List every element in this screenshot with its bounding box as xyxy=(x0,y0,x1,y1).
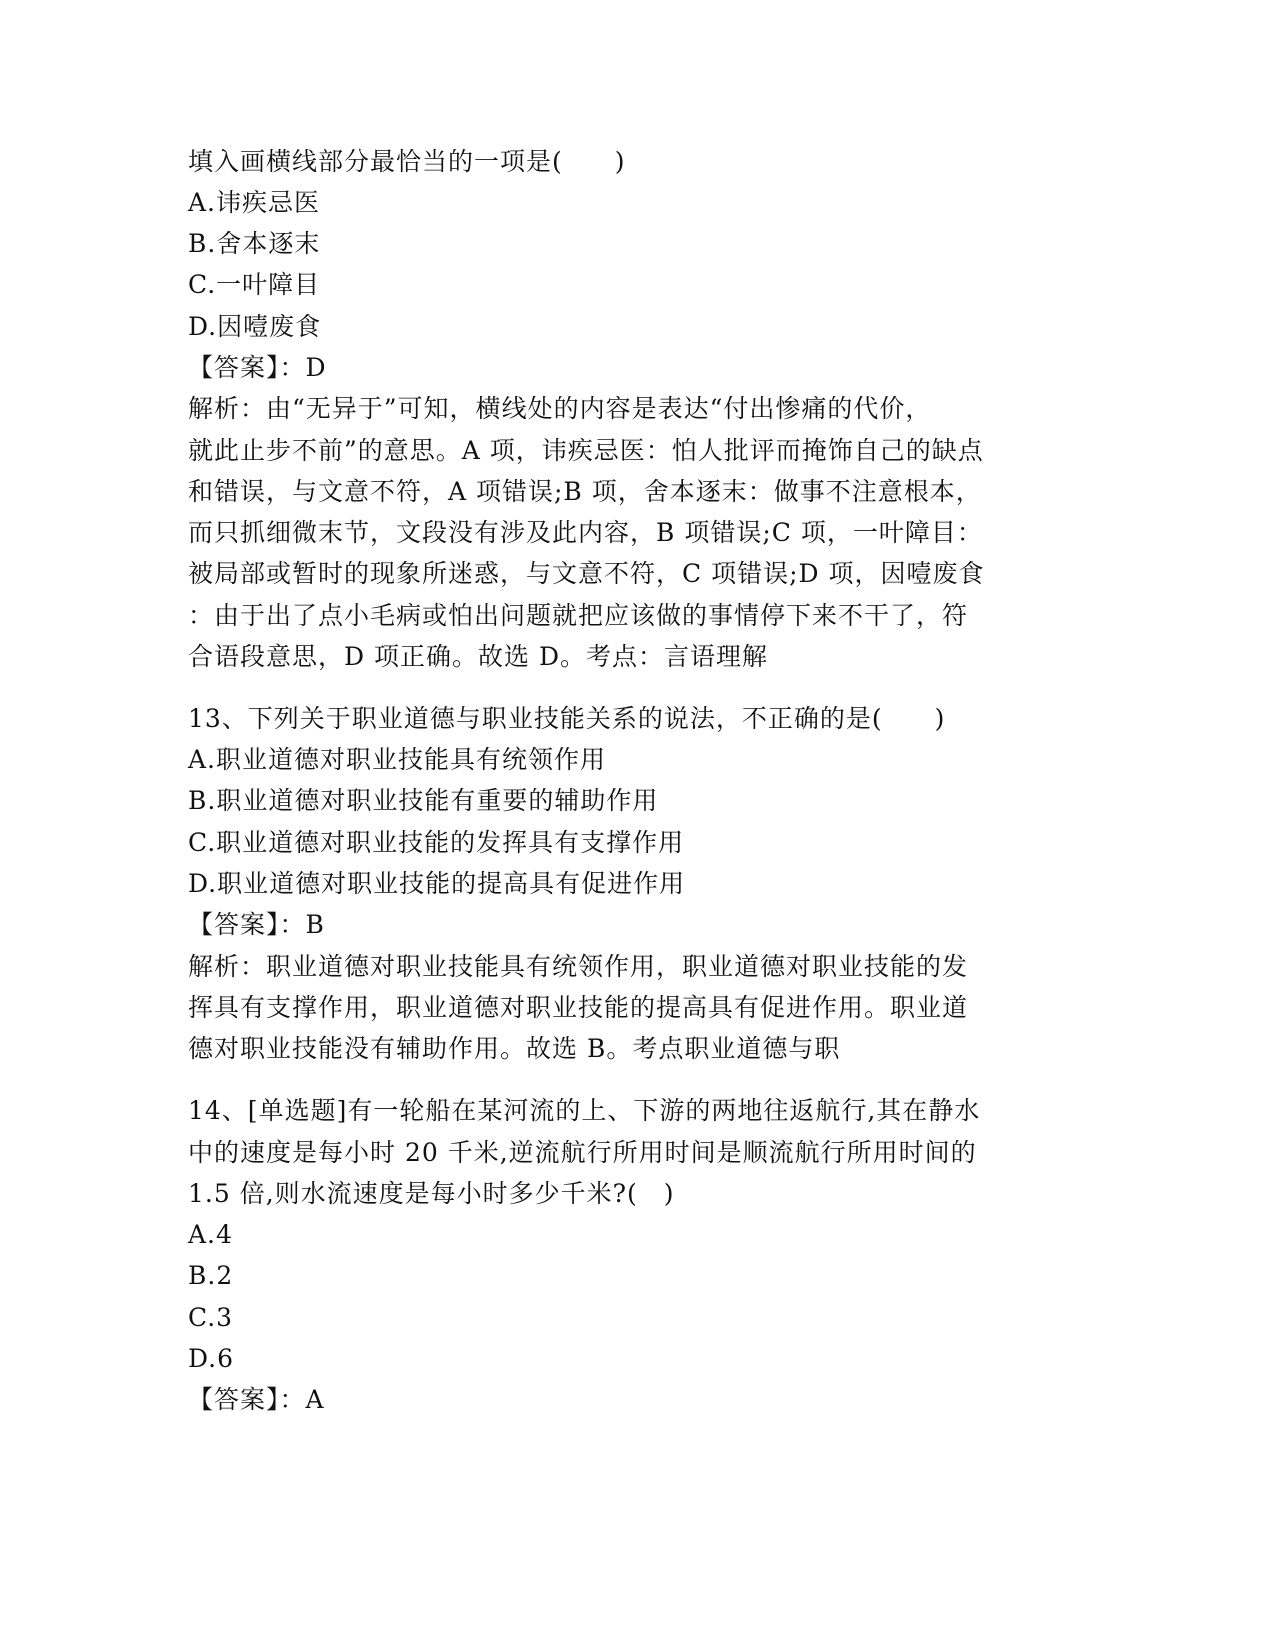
q14-option-c: C.3 xyxy=(188,1303,234,1332)
q13-option-a: A.职业道德对职业技能具有统领作用 xyxy=(188,745,607,774)
q12-analysis-line: 解析：由“无异于”可知，横线处的内容是表达“付出惨痛的代价， xyxy=(188,394,932,423)
q13-option-c: C.职业道德对职业技能的发挥具有支撑作用 xyxy=(188,828,685,857)
q13-answer: 【答案】：B xyxy=(188,910,325,939)
q14-stem-line: 1.5 倍,则水流速度是每小时多少千米?( ) xyxy=(188,1179,675,1208)
q12-option-a: A.讳疾忌医 xyxy=(188,188,321,217)
q12-analysis-line: 和错误，与文意不符，A 项错误;B 项，舍本逐末：做事不注意根本， xyxy=(188,477,982,506)
q12-analysis-line: 合语段意思，D 项正确。故选 D。考点：言语理解 xyxy=(188,642,768,671)
q14-answer: 【答案】：A xyxy=(188,1385,325,1414)
q14-option-b: B.2 xyxy=(188,1261,234,1290)
q13-analysis-line: 解析：职业道德对职业技能具有统领作用，职业道德对职业技能的发 xyxy=(188,952,969,981)
q12-option-b: B.舍本逐末 xyxy=(188,229,321,258)
q12-option-c: C.一叶障目 xyxy=(188,270,321,299)
q14-option-a: A.4 xyxy=(188,1220,233,1249)
q12-analysis-line: 而只抓细微末节，文段没有涉及此内容，B 项错误;C 项，一叶障目： xyxy=(188,518,983,547)
q13-analysis-line: 德对职业技能没有辅助作用。故选 B。考点职业道德与职 xyxy=(188,1034,841,1063)
q12-analysis-line: ：由于出了点小毛病或怕出问题就把应该做的事情停下来不干了，符 xyxy=(188,601,969,630)
q12-option-d: D.因噎废食 xyxy=(188,312,322,341)
q12-answer: 【答案】：D xyxy=(188,353,327,382)
q12-stem-tail: 填入画横线部分最恰当的一项是( ) xyxy=(188,147,626,176)
q13-analysis-line: 挥具有支撑作用，职业道德对职业技能的提高具有促进作用。职业道 xyxy=(188,993,969,1022)
q14-stem-line: 中的速度是每小时 20 千米,逆流航行所用时间是顺流航行所用时间的 xyxy=(188,1138,977,1167)
q13-option-b: B.职业道德对职业技能有重要的辅助作用 xyxy=(188,786,659,815)
q13-stem: 13、下列关于职业道德与职业技能关系的说法，不正确的是( ) xyxy=(188,704,946,733)
q13-option-d: D.职业道德对职业技能的提高具有促进作用 xyxy=(188,869,686,898)
q14-option-d: D.6 xyxy=(188,1344,235,1373)
q12-analysis-line: 就此止步不前”的意思。A 项，讳疾忌医：怕人批评而掩饰自己的缺点 xyxy=(188,436,984,465)
q12-analysis-line: 被局部或暂时的现象所迷惑，与文意不符，C 项错误;D 项，因噎废食 xyxy=(188,559,985,588)
q14-stem-line: 14、[单选题]有一轮船在某河流的上、下游的两地往返航行,其在静水 xyxy=(188,1096,981,1125)
